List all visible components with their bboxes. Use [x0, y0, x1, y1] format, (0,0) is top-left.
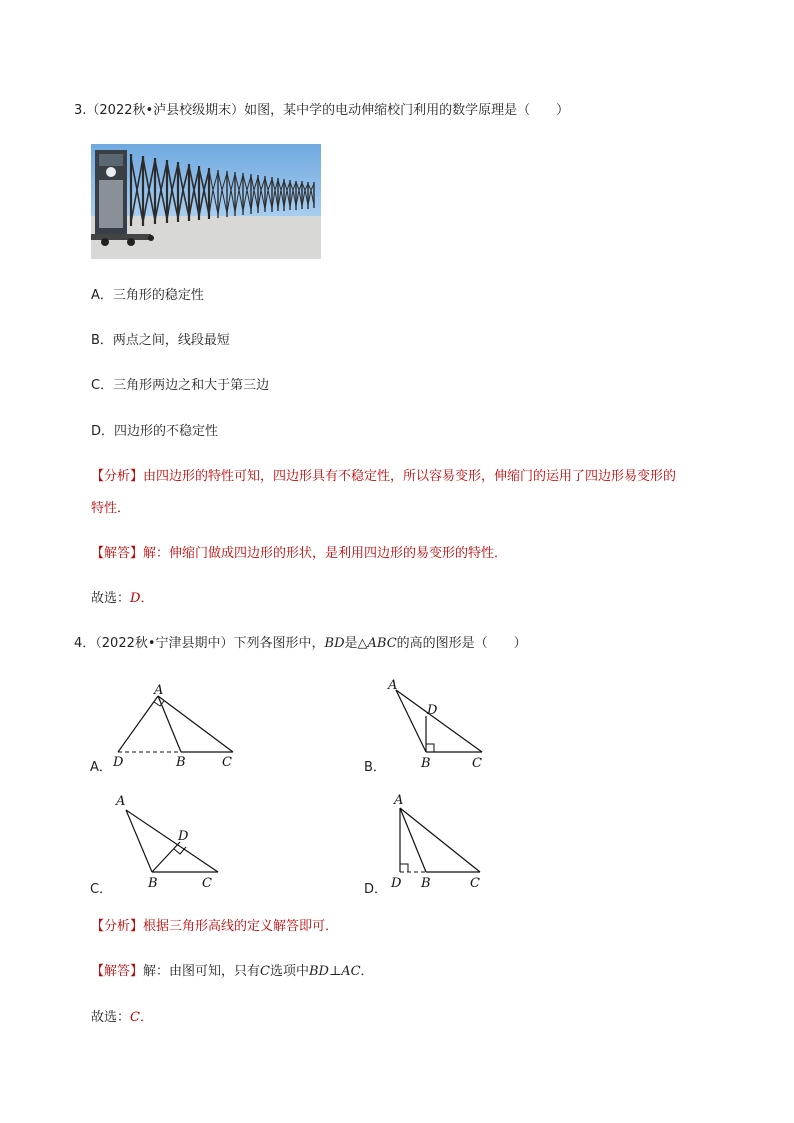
figure-option-d [382, 790, 502, 894]
q4-choice [91, 1009, 153, 1027]
analysis-tag: 【分析】 [91, 469, 144, 484]
vertex-a: A [394, 793, 404, 808]
vertex-c: C [470, 876, 480, 891]
gate-photo [91, 144, 321, 259]
figure-option-c [108, 790, 228, 894]
choice-prefix: 故选： [91, 591, 131, 606]
figure-option-a [108, 682, 248, 772]
q4-option-d-label: D． [364, 882, 388, 897]
solution-pre: 解：由图可知，只有 [143, 964, 261, 979]
choice-suffix: ． [139, 1010, 153, 1025]
solution-option: C [260, 964, 270, 979]
vertex-b: B [148, 876, 158, 891]
analysis-text: 根据三角形高线的定义解答即可． [143, 919, 339, 934]
choice-answer: D [130, 591, 141, 606]
vertex-a: A [388, 678, 398, 693]
vertex-c: C [472, 756, 482, 771]
analysis-text: 由四边形的特性可知，四边形具有不稳定性，所以容易变形，伸缩门的运用了四边形易变形的 [143, 469, 677, 484]
q3-option-b: B．两点之间，线段最短 [91, 333, 230, 348]
q3-solution [91, 545, 507, 563]
q4-option-a-label: A． [90, 760, 112, 775]
q4-stem [74, 635, 527, 653]
q4-option-c-label: C． [90, 882, 113, 897]
vertex-d: D [113, 755, 124, 770]
q4-stem-abc: ABC [367, 636, 397, 651]
q3-stem: 3.（2022秋•泸县校级期末）如图，某中学的电动伸缩校门利用的数学原理是（ ） [74, 103, 570, 118]
vertex-b: B [421, 756, 431, 771]
analysis-tag: 【分析】 [91, 919, 144, 934]
q4-stem-post: 的高的图形是（ ） [396, 636, 527, 651]
choice-prefix: 故选： [91, 1010, 131, 1025]
vertex-a: A [154, 683, 164, 698]
q4-solution [91, 963, 374, 981]
vertex-b: B [176, 755, 186, 770]
vertex-d: D [391, 876, 402, 891]
q3-analysis [91, 468, 676, 486]
q3-option-a: A．三角形的稳定性 [91, 288, 204, 303]
vertex-c: C [202, 876, 212, 891]
choice-suffix: ． [140, 591, 154, 606]
figure-option-b [382, 676, 502, 772]
q3-option-d: D．四边形的不稳定性 [91, 424, 219, 439]
choice-answer: C [130, 1010, 140, 1025]
vertex-b: B [421, 876, 431, 891]
q4-stem-pre: 4．（2022秋•宁津县期中）下列各图形中， [74, 636, 325, 651]
q3-analysis-cont: 特性． [91, 501, 131, 516]
vertex-d: D [427, 703, 438, 718]
q4-option-b-label: B． [364, 760, 386, 775]
q4-stem-mid: 是△ [344, 636, 368, 651]
solution-tag: 【解答】 [91, 546, 144, 561]
q4-analysis [91, 918, 338, 936]
vertex-a: A [116, 794, 126, 809]
q3-choice [91, 590, 153, 608]
solution-tag: 【解答】 [91, 964, 144, 979]
vertex-c: C [222, 755, 232, 770]
solution-text: 解：伸缩门做成四边形的形状，是利用四边形的易变形的特性． [143, 546, 508, 561]
q3-option-c: C．三角形两边之和大于第三边 [91, 378, 270, 393]
solution-post: ． [360, 964, 374, 979]
vertex-d: D [178, 829, 189, 844]
solution-mid: 选项中 [269, 964, 309, 979]
q4-stem-bd: BD [324, 636, 345, 651]
solution-relation: BD⊥AC [309, 964, 361, 979]
